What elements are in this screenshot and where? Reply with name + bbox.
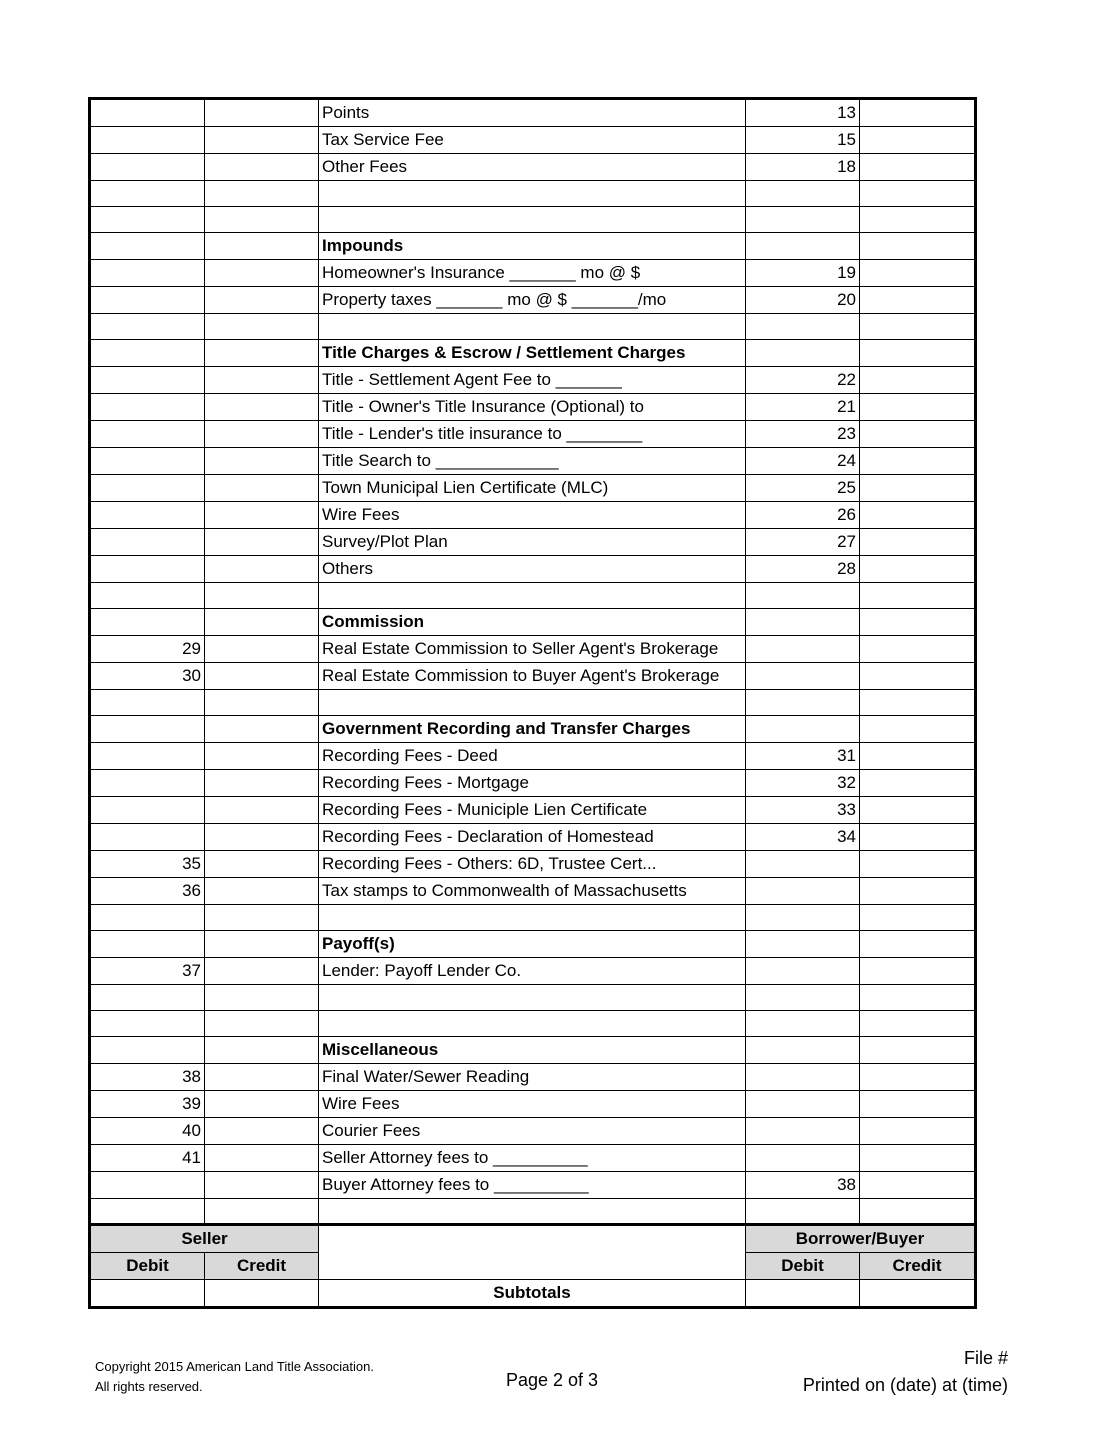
seller-credit-cell[interactable] <box>205 1145 319 1172</box>
description-cell: Recording Fees - Declaration of Homestead <box>319 824 746 851</box>
buyer-debit-cell[interactable] <box>746 716 860 743</box>
table-row <box>90 502 976 529</box>
file-info <box>803 1345 1008 1399</box>
buyer-credit-cell[interactable] <box>860 556 976 583</box>
seller-debit-cell[interactable] <box>90 260 205 287</box>
table-row <box>90 1118 976 1145</box>
seller-credit-cell[interactable] <box>205 824 319 851</box>
buyer-debit-cell[interactable] <box>746 958 860 985</box>
seller-credit-cell[interactable] <box>205 905 319 931</box>
seller-credit-cell[interactable] <box>205 529 319 556</box>
table-row <box>90 985 976 1011</box>
seller-debit-cell[interactable]: 39 <box>90 1091 205 1118</box>
buyer-debit-cell[interactable] <box>746 851 860 878</box>
seller-debit-cell[interactable] <box>90 609 205 636</box>
seller-credit-cell[interactable] <box>205 636 319 663</box>
buyer-credit-cell[interactable] <box>860 663 976 690</box>
table-row <box>90 314 976 340</box>
buyer-credit-cell[interactable] <box>860 1199 976 1225</box>
buyer-debit-cell[interactable] <box>746 663 860 690</box>
table-row <box>90 154 976 181</box>
file-number-label: File # <box>963 1348 1008 1368</box>
description-cell: Payoff(s) <box>319 931 746 958</box>
table-row <box>90 609 976 636</box>
charge-rows <box>90 99 976 1225</box>
seller-debit-cell[interactable] <box>90 556 205 583</box>
buyer-credit-cell[interactable] <box>860 716 976 743</box>
buyer-credit-cell[interactable] <box>860 529 976 556</box>
buyer-debit-cell[interactable] <box>746 931 860 958</box>
seller-debit-cell[interactable] <box>90 931 205 958</box>
copyright-line-1: Copyright 2015 American Land Title Association. <box>95 1359 374 1374</box>
seller-debit-cell[interactable] <box>90 154 205 181</box>
buyer-debit-cell[interactable] <box>746 233 860 260</box>
buyer-debit-cell[interactable]: 23 <box>746 421 860 448</box>
description-cell: Impounds <box>319 233 746 260</box>
buyer-credit-cell[interactable] <box>860 958 976 985</box>
buyer-credit-cell[interactable] <box>860 233 976 260</box>
buyer-debit-cell[interactable]: 15 <box>746 127 860 154</box>
seller-credit-cell[interactable] <box>205 716 319 743</box>
seller-debit-cell[interactable] <box>90 99 205 127</box>
description-cell: Title - Settlement Agent Fee to _______ <box>319 367 746 394</box>
seller-credit-cell[interactable] <box>205 99 319 127</box>
buyer-credit-cell[interactable] <box>860 394 976 421</box>
buyer-credit-cell[interactable] <box>860 1011 976 1037</box>
description-cell: Homeowner's Insurance _______ mo @ $ <box>319 260 746 287</box>
seller-credit-cell[interactable] <box>205 421 319 448</box>
seller-credit-cell[interactable] <box>205 1172 319 1199</box>
seller-debit-cell[interactable] <box>90 1037 205 1064</box>
seller-debit-cell[interactable] <box>90 985 205 1011</box>
buyer-credit-cell[interactable] <box>860 1091 976 1118</box>
seller-debit-cell[interactable] <box>90 340 205 367</box>
seller-debit-cell[interactable] <box>90 475 205 502</box>
description-cell: Recording Fees - Municiple Lien Certificate <box>319 797 746 824</box>
buyer-debit-cell[interactable]: 33 <box>746 797 860 824</box>
description-cell <box>319 181 746 207</box>
summary-header-row <box>90 1225 976 1253</box>
table-row <box>90 1199 976 1225</box>
table-row <box>90 743 976 770</box>
seller-debit-cell[interactable] <box>90 797 205 824</box>
table-row <box>90 394 976 421</box>
seller-debit-subtotal[interactable] <box>90 1280 205 1308</box>
buyer-debit-cell[interactable]: 21 <box>746 394 860 421</box>
buyer-debit-cell[interactable] <box>746 985 860 1011</box>
buyer-credit-cell[interactable] <box>860 475 976 502</box>
buyer-credit-cell[interactable] <box>860 1172 976 1199</box>
seller-credit-cell[interactable] <box>205 233 319 260</box>
table-row <box>90 1172 976 1199</box>
seller-debit-cell[interactable] <box>90 502 205 529</box>
seller-header: Seller <box>90 1225 319 1253</box>
seller-credit-cell[interactable] <box>205 1037 319 1064</box>
description-cell: Others <box>319 556 746 583</box>
description-cell: Buyer Attorney fees to __________ <box>319 1172 746 1199</box>
table-row <box>90 207 976 233</box>
buyer-credit-cell[interactable] <box>860 1118 976 1145</box>
description-cell <box>319 207 746 233</box>
table-row <box>90 770 976 797</box>
description-cell: Final Water/Sewer Reading <box>319 1064 746 1091</box>
seller-credit-cell[interactable] <box>205 931 319 958</box>
seller-credit-cell[interactable] <box>205 181 319 207</box>
buyer-credit-cell[interactable] <box>860 1064 976 1091</box>
table-row <box>90 690 976 716</box>
buyer-credit-cell[interactable] <box>860 851 976 878</box>
table-row <box>90 1145 976 1172</box>
table-row <box>90 958 976 985</box>
buyer-debit-cell[interactable]: 19 <box>746 260 860 287</box>
description-cell: Real Estate Commission to Buyer Agent's Brokerage <box>319 663 746 690</box>
seller-debit-cell[interactable] <box>90 233 205 260</box>
summary-section <box>90 1225 976 1308</box>
settlement-charges-table <box>88 97 977 1309</box>
description-cell: Lender: Payoff Lender Co. <box>319 958 746 985</box>
buyer-credit-cell[interactable] <box>860 690 976 716</box>
table-row <box>90 1091 976 1118</box>
seller-credit-cell[interactable] <box>205 448 319 475</box>
buyer-credit-cell[interactable] <box>860 770 976 797</box>
seller-debit-cell[interactable] <box>90 181 205 207</box>
buyer-credit-cell[interactable] <box>860 207 976 233</box>
buyer-credit-cell[interactable] <box>860 127 976 154</box>
buyer-debit-cell[interactable] <box>746 1064 860 1091</box>
seller-debit-cell[interactable] <box>90 367 205 394</box>
table-row <box>90 636 976 663</box>
seller-credit-cell[interactable] <box>205 878 319 905</box>
summary-blank-cell <box>319 1225 746 1280</box>
buyer-credit-cell[interactable] <box>860 583 976 609</box>
seller-debit-cell[interactable]: 30 <box>90 663 205 690</box>
seller-debit-cell[interactable] <box>90 207 205 233</box>
description-cell <box>319 1199 746 1225</box>
buyer-debit-cell[interactable] <box>746 690 860 716</box>
buyer-debit-cell[interactable]: 18 <box>746 154 860 181</box>
seller-credit-cell[interactable] <box>205 1091 319 1118</box>
buyer-credit-cell[interactable] <box>860 340 976 367</box>
description-cell: Title - Lender's title insurance to ________ <box>319 421 746 448</box>
table-row <box>90 931 976 958</box>
seller-credit-cell[interactable] <box>205 340 319 367</box>
seller-debit-cell[interactable]: 37 <box>90 958 205 985</box>
seller-debit-cell[interactable] <box>90 1172 205 1199</box>
seller-credit-cell[interactable] <box>205 743 319 770</box>
seller-debit-cell[interactable] <box>90 421 205 448</box>
description-cell: Other Fees <box>319 154 746 181</box>
table-row <box>90 367 976 394</box>
table-row <box>90 824 976 851</box>
description-cell: Survey/Plot Plan <box>319 529 746 556</box>
buyer-credit-cell[interactable] <box>860 931 976 958</box>
buyer-credit-cell[interactable] <box>860 181 976 207</box>
description-cell: Title - Owner's Title Insurance (Optional) to <box>319 394 746 421</box>
seller-credit-cell[interactable] <box>205 260 319 287</box>
buyer-header: Borrower/Buyer <box>746 1225 976 1253</box>
buyer-debit-cell[interactable]: 31 <box>746 743 860 770</box>
seller-debit-cell[interactable]: 41 <box>90 1145 205 1172</box>
description-cell <box>319 314 746 340</box>
table-row <box>90 556 976 583</box>
buyer-credit-cell[interactable] <box>860 154 976 181</box>
buyer-debit-cell[interactable] <box>746 583 860 609</box>
subtotals-label: Subtotals <box>319 1280 746 1308</box>
buyer-debit-cell[interactable] <box>746 207 860 233</box>
buyer-debit-cell[interactable]: 26 <box>746 502 860 529</box>
description-cell <box>319 690 746 716</box>
buyer-credit-cell[interactable] <box>860 797 976 824</box>
seller-debit-cell[interactable] <box>90 583 205 609</box>
description-cell: Title Search to _____________ <box>319 448 746 475</box>
buyer-debit-cell[interactable] <box>746 1199 860 1225</box>
description-cell: Real Estate Commission to Seller Agent's Brokerage <box>319 636 746 663</box>
buyer-credit-cell[interactable] <box>860 743 976 770</box>
seller-credit-cell[interactable] <box>205 609 319 636</box>
table-row <box>90 181 976 207</box>
buyer-debit-cell[interactable] <box>746 905 860 931</box>
table-row <box>90 99 976 127</box>
buyer-debit-cell[interactable] <box>746 1011 860 1037</box>
seller-credit-cell[interactable] <box>205 367 319 394</box>
buyer-debit-cell[interactable]: 22 <box>746 367 860 394</box>
seller-debit-cell[interactable] <box>90 716 205 743</box>
buyer-credit-cell[interactable] <box>860 421 976 448</box>
seller-credit-cell[interactable] <box>205 770 319 797</box>
seller-credit-cell[interactable] <box>205 1199 319 1225</box>
buyer-debit-cell[interactable]: 13 <box>746 99 860 127</box>
buyer-debit-cell[interactable] <box>746 1145 860 1172</box>
table-row <box>90 287 976 314</box>
buyer-credit-cell[interactable] <box>860 502 976 529</box>
seller-debit-cell[interactable] <box>90 314 205 340</box>
buyer-debit-cell[interactable] <box>746 636 860 663</box>
subtotals-row <box>90 1280 976 1308</box>
seller-debit-header: Debit <box>90 1253 205 1280</box>
seller-debit-cell[interactable] <box>90 690 205 716</box>
description-cell: Courier Fees <box>319 1118 746 1145</box>
table-row <box>90 340 976 367</box>
buyer-debit-cell[interactable]: 34 <box>746 824 860 851</box>
table-row <box>90 583 976 609</box>
description-cell <box>319 1011 746 1037</box>
description-cell: Recording Fees - Others: 6D, Trustee Cert... <box>319 851 746 878</box>
seller-credit-cell[interactable] <box>205 475 319 502</box>
buyer-credit-cell[interactable] <box>860 824 976 851</box>
seller-debit-cell[interactable] <box>90 394 205 421</box>
table-row <box>90 1011 976 1037</box>
seller-credit-cell[interactable] <box>205 1118 319 1145</box>
buyer-debit-cell[interactable] <box>746 314 860 340</box>
description-cell <box>319 583 746 609</box>
description-cell: Wire Fees <box>319 1091 746 1118</box>
buyer-debit-cell[interactable]: 32 <box>746 770 860 797</box>
seller-credit-cell[interactable] <box>205 127 319 154</box>
buyer-credit-cell[interactable] <box>860 260 976 287</box>
description-cell: Property taxes _______ mo @ $ _______/mo <box>319 287 746 314</box>
printed-on-label: Printed on (date) at (time) <box>802 1375 1008 1395</box>
buyer-credit-cell[interactable] <box>860 287 976 314</box>
buyer-debit-cell[interactable]: 38 <box>746 1172 860 1199</box>
buyer-credit-cell[interactable] <box>860 367 976 394</box>
table-row <box>90 905 976 931</box>
buyer-debit-subtotal[interactable] <box>746 1280 860 1308</box>
table-row <box>90 529 976 556</box>
description-cell: Tax Service Fee <box>319 127 746 154</box>
table-row <box>90 851 976 878</box>
seller-debit-cell[interactable] <box>90 824 205 851</box>
seller-debit-cell[interactable] <box>90 448 205 475</box>
seller-credit-cell[interactable] <box>205 583 319 609</box>
buyer-debit-cell[interactable] <box>746 181 860 207</box>
buyer-credit-cell[interactable] <box>860 985 976 1011</box>
seller-debit-cell[interactable] <box>90 529 205 556</box>
table-row <box>90 233 976 260</box>
buyer-credit-cell[interactable] <box>860 636 976 663</box>
seller-debit-cell[interactable]: 35 <box>90 851 205 878</box>
table-row <box>90 1064 976 1091</box>
buyer-debit-header: Debit <box>746 1253 860 1280</box>
seller-credit-cell[interactable] <box>205 797 319 824</box>
description-cell: Commission <box>319 609 746 636</box>
buyer-credit-cell[interactable] <box>860 905 976 931</box>
seller-credit-cell[interactable] <box>205 556 319 583</box>
seller-credit-cell[interactable] <box>205 314 319 340</box>
seller-credit-cell[interactable] <box>205 690 319 716</box>
buyer-credit-cell[interactable] <box>860 878 976 905</box>
description-cell: Government Recording and Transfer Charges <box>319 716 746 743</box>
table-row <box>90 260 976 287</box>
buyer-debit-cell[interactable] <box>746 609 860 636</box>
description-cell: Town Municipal Lien Certificate (MLC) <box>319 475 746 502</box>
buyer-credit-cell[interactable] <box>860 314 976 340</box>
buyer-debit-cell[interactable]: 28 <box>746 556 860 583</box>
seller-debit-cell[interactable]: 29 <box>90 636 205 663</box>
seller-debit-cell[interactable] <box>90 1199 205 1225</box>
seller-debit-cell[interactable] <box>90 287 205 314</box>
seller-credit-cell[interactable] <box>205 154 319 181</box>
seller-debit-cell[interactable]: 38 <box>90 1064 205 1091</box>
description-cell: Miscellaneous <box>319 1037 746 1064</box>
page-number: Page 2 of 3 <box>505 1370 599 1390</box>
table-row <box>90 797 976 824</box>
buyer-debit-cell[interactable] <box>746 340 860 367</box>
seller-debit-cell[interactable]: 40 <box>90 1118 205 1145</box>
table-row <box>90 421 976 448</box>
table-row <box>90 1037 976 1064</box>
buyer-debit-cell[interactable]: 27 <box>746 529 860 556</box>
buyer-credit-cell[interactable] <box>860 1037 976 1064</box>
seller-credit-cell[interactable] <box>205 502 319 529</box>
seller-credit-cell[interactable] <box>205 1011 319 1037</box>
seller-credit-header: Credit <box>205 1253 319 1280</box>
seller-credit-cell[interactable] <box>205 394 319 421</box>
buyer-debit-cell[interactable] <box>746 878 860 905</box>
table-row <box>90 475 976 502</box>
seller-credit-cell[interactable] <box>205 207 319 233</box>
seller-debit-cell[interactable]: 36 <box>90 878 205 905</box>
copyright-notice <box>95 1357 374 1397</box>
seller-debit-cell[interactable] <box>90 770 205 797</box>
seller-credit-cell[interactable] <box>205 851 319 878</box>
description-cell: Recording Fees - Deed <box>319 743 746 770</box>
table-row <box>90 716 976 743</box>
seller-credit-cell[interactable] <box>205 985 319 1011</box>
seller-debit-cell[interactable] <box>90 743 205 770</box>
buyer-credit-cell[interactable] <box>860 609 976 636</box>
seller-credit-subtotal[interactable] <box>205 1280 319 1308</box>
table-row <box>90 448 976 475</box>
seller-credit-cell[interactable] <box>205 287 319 314</box>
table-row <box>90 878 976 905</box>
buyer-debit-cell[interactable]: 20 <box>746 287 860 314</box>
table-row <box>90 663 976 690</box>
buyer-debit-cell[interactable]: 25 <box>746 475 860 502</box>
description-cell <box>319 905 746 931</box>
description-cell: Recording Fees - Mortgage <box>319 770 746 797</box>
buyer-debit-cell[interactable] <box>746 1091 860 1118</box>
description-cell: Seller Attorney fees to __________ <box>319 1145 746 1172</box>
description-cell <box>319 985 746 1011</box>
seller-credit-cell[interactable] <box>205 663 319 690</box>
description-cell: Points <box>319 99 746 127</box>
buyer-credit-cell[interactable] <box>860 448 976 475</box>
seller-credit-cell[interactable] <box>205 958 319 985</box>
buyer-credit-header: Credit <box>860 1253 976 1280</box>
buyer-credit-cell[interactable] <box>860 1145 976 1172</box>
description-cell: Wire Fees <box>319 502 746 529</box>
description-cell: Tax stamps to Commonwealth of Massachusetts <box>319 878 746 905</box>
seller-debit-cell[interactable] <box>90 905 205 931</box>
copyright-line-2: All rights reserved. <box>95 1379 203 1394</box>
buyer-debit-cell[interactable]: 24 <box>746 448 860 475</box>
seller-debit-cell[interactable] <box>90 1011 205 1037</box>
description-cell: Title Charges & Escrow / Settlement Charges <box>319 340 746 367</box>
buyer-credit-cell[interactable] <box>860 99 976 127</box>
buyer-credit-subtotal[interactable] <box>860 1280 976 1308</box>
seller-debit-cell[interactable] <box>90 127 205 154</box>
buyer-debit-cell[interactable] <box>746 1118 860 1145</box>
table-row <box>90 127 976 154</box>
buyer-debit-cell[interactable] <box>746 1037 860 1064</box>
seller-credit-cell[interactable] <box>205 1064 319 1091</box>
